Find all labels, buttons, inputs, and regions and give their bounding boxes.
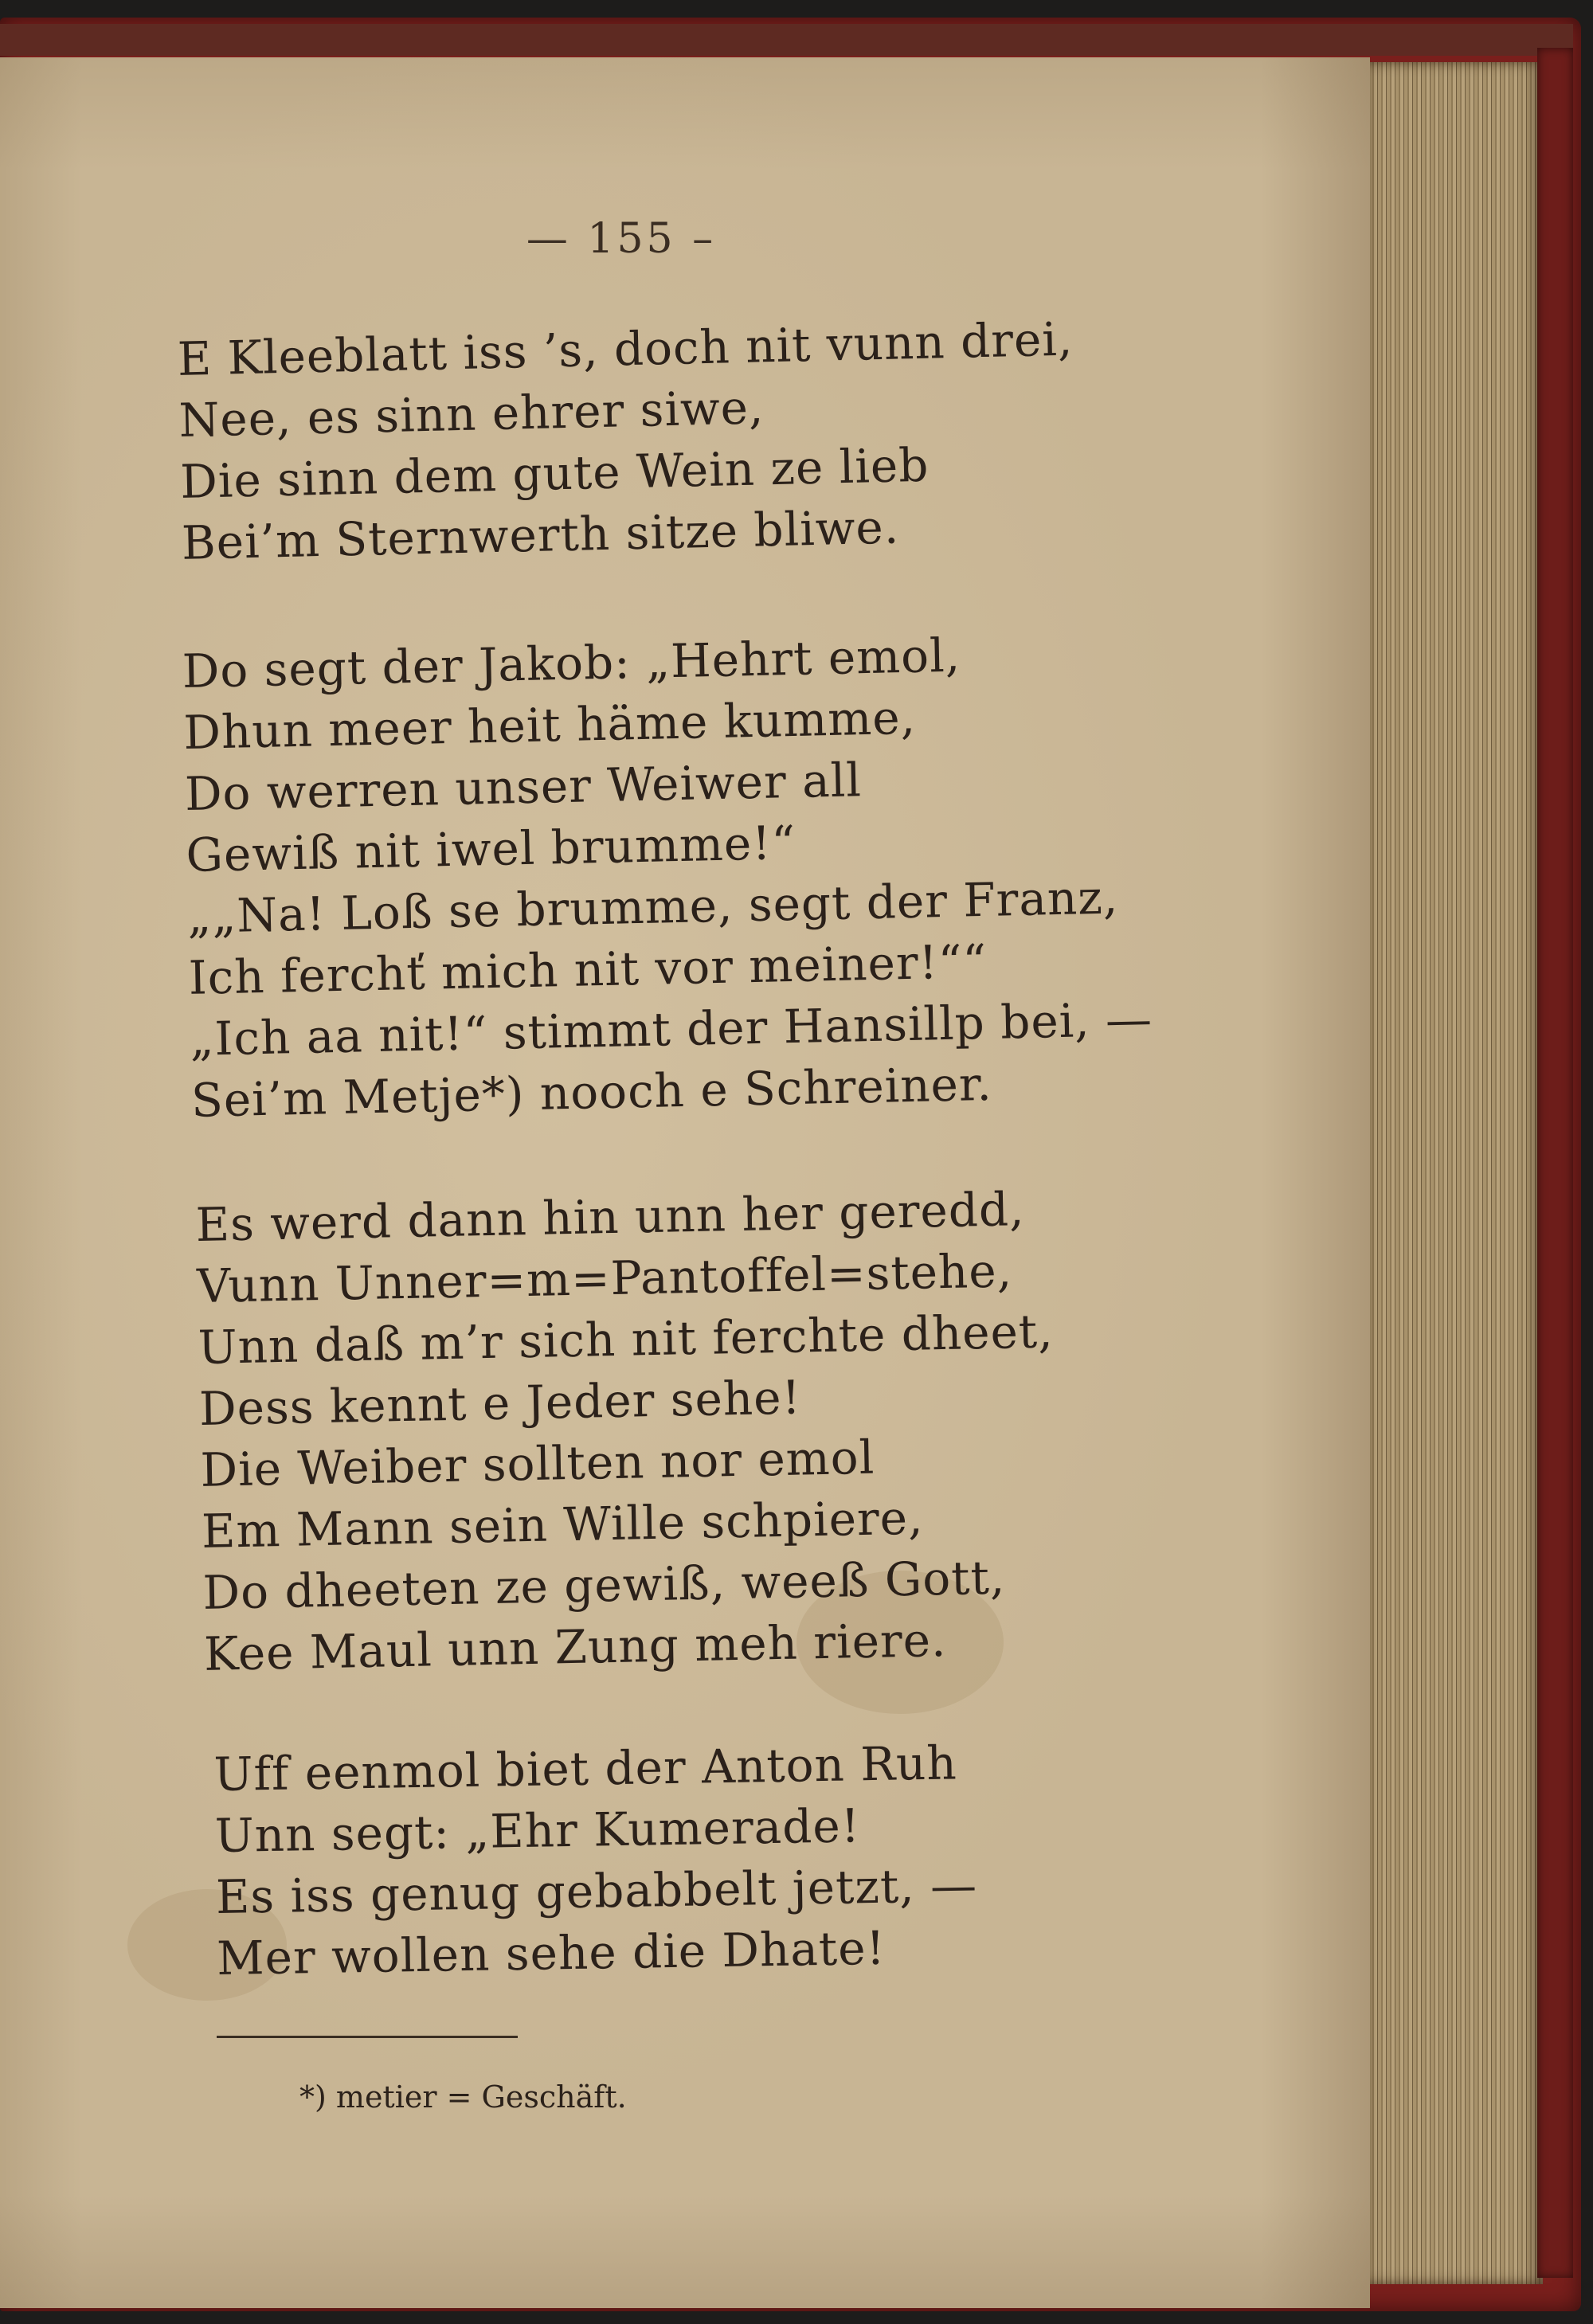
verse-line: Mer wollen sehe die Dhate! [216,1920,887,1986]
stanza-2 [182,621,1154,1132]
verse-line: Sei’m Metje*) nooch e Schreiner. [190,1056,993,1128]
verse-line: Es werd dann hin unn her geredd, [195,1182,1026,1252]
verse-line: Dhun meer heit häme kumme, [182,690,917,760]
verse-line: Do segt der Jakob: „Hehrt emol, [182,628,961,698]
verse-line: Do dheeten ze gewiß, weeß Gott, [202,1550,1006,1620]
verse-line: „„Na! Loß se brumme, segt der Franz, [186,870,1119,944]
stanza-3 [195,1178,1060,1685]
verse-line: Unn daß m’r sich nit ferchte dheet, [198,1304,1055,1375]
verse-line: Uff eenmol biet der Anton Ruh [213,1735,958,1802]
footnote-divider [217,2036,518,2038]
verse-line: Do werren unser Weiwer all [184,753,863,821]
verse-line: Die sinn dem gute Wein ze lieb [179,437,930,509]
verse-line: „Ich aa nit!“ stimmt der Hansillp bei, — [189,992,1153,1066]
cover-spine-edge [1537,48,1573,2278]
verse-line: E Kleeblatt iss ’s, doch nit vunn drei, [177,311,1074,386]
verse-line: Die Weiber sollten nor emol [199,1430,875,1497]
verse-line: Bei’m Sternwerth sitze bliwe. [181,499,900,570]
verse-line: Vunn Unner=m=Pantoffel=stehe, [196,1243,1013,1313]
verse-line: Kee Maul unn Zung meh riere. [203,1612,947,1681]
verse-line: Nee, es sinn ehrer siwe, [178,380,765,448]
stanza-1 [177,308,1078,573]
stanza-4 [213,1732,979,1989]
verse-line: Gewiß nit iwel brumme!“ [185,815,796,882]
verse-line: Ich ferchť mich nit vor meiner!““ [188,933,988,1005]
page-number: — 155 – [526,215,717,263]
verse-line: Unn segt: „Ehr Kumerade! [214,1798,861,1863]
page-edges [1364,62,1543,2284]
verse-line: Em Mann sein Wille schpiere, [201,1490,925,1559]
footnote: *) metier = Geschäft. [299,2079,627,2115]
verse-line: Dess kennt e Jeder sehe! [198,1370,802,1436]
verse-line: Es iss genug gebabbelt jetzt, — [215,1857,978,1924]
